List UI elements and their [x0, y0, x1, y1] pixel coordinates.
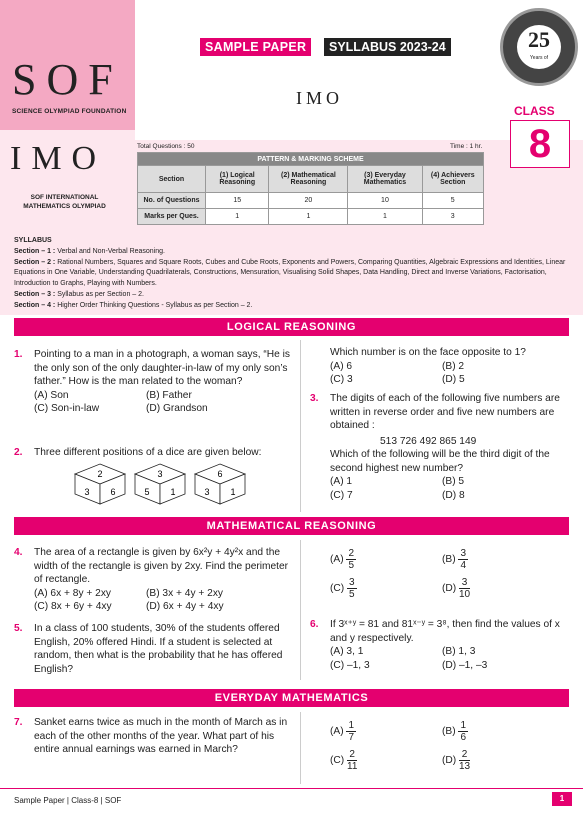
scheme-col: (1) Logical Reasoning	[206, 166, 269, 193]
footer-text: Sample Paper | Class-8 | SOF	[14, 796, 122, 805]
option-d[interactable]: (D) 8	[442, 489, 465, 501]
question-number: 5.	[14, 623, 23, 634]
option-a[interactable]: (A) Son	[34, 389, 69, 401]
section-label: Section – 2 :	[14, 258, 56, 266]
scheme-row-label: No. of Questions	[138, 193, 206, 209]
dice-face: 3	[157, 469, 163, 479]
dice-face: 2	[97, 469, 103, 479]
seal-sub: Years of	[529, 55, 549, 61]
denominator: 11	[347, 761, 358, 772]
denominator: 5	[349, 589, 355, 600]
option-b[interactable]: (B) 3x + 4y + 2xy	[146, 587, 224, 599]
section-text: Syllabus as per Section – 2.	[57, 290, 144, 298]
question-text: If 3ˣ⁺ʸ = 81 and 81ˣ⁻ʸ = 3⁸, then find the values of x and y respectively.	[330, 619, 560, 644]
numerator: 1	[460, 720, 466, 731]
column-divider	[300, 340, 301, 512]
option-c[interactable]	[330, 749, 442, 772]
options	[330, 475, 572, 502]
fraction	[347, 577, 357, 600]
scheme-cell: 1	[206, 209, 269, 225]
denominator: 5	[348, 560, 354, 571]
imo-logo-small: IMO	[296, 88, 343, 108]
option-c[interactable]	[330, 577, 442, 600]
question-number: 3.	[310, 393, 319, 404]
option-d[interactable]: (D) Grandson	[146, 403, 208, 414]
dice-3	[195, 464, 245, 504]
section-mathematical-reasoning: MATHEMATICAL REASONING	[14, 517, 569, 535]
dice-face: 6	[110, 487, 116, 497]
sample-paper-tag: SAMPLE PAPER	[200, 38, 311, 56]
numerator: 2	[347, 749, 357, 761]
question-text: The area of a rectangle is given by 6x²y + 4y²x and the width of the rectangle is given by 2xy. Find the perimeter of rectangle.	[34, 547, 289, 585]
syllabus-block	[14, 236, 574, 312]
option-label: (B)	[442, 554, 456, 566]
syllabus-year-tag: SYLLABUS 2023-24	[324, 38, 451, 56]
scheme-title: PATTERN & MARKING SCHEME	[138, 153, 484, 166]
dice-face: 5	[144, 487, 150, 497]
section-label: Section – 4 :	[14, 301, 56, 309]
dice-figure	[70, 462, 270, 506]
option-label: (C)	[330, 583, 345, 595]
scheme-col: (2) Mathematical Reasoning	[269, 166, 348, 193]
scheme-cell: 20	[269, 193, 348, 209]
fraction	[346, 720, 356, 743]
dice-face: 1	[230, 487, 236, 497]
question-4	[14, 546, 294, 614]
options	[330, 360, 570, 387]
option-a[interactable]: (A) 1	[330, 476, 353, 487]
option-a[interactable]: (A) 6x + 8y + 2xy	[34, 587, 112, 599]
scheme-cell: 5	[422, 193, 483, 209]
denominator: 7	[348, 732, 354, 743]
footer-line	[0, 788, 583, 789]
dice-face: 6	[217, 469, 223, 479]
column-divider	[300, 540, 301, 680]
question-number: 7.	[14, 717, 23, 728]
question-number: 2.	[14, 447, 23, 458]
option-a[interactable]: (A) 6	[330, 360, 353, 372]
option-label: (C)	[330, 755, 345, 767]
question-number: 6.	[310, 619, 319, 630]
class-label: CLASS	[514, 104, 555, 118]
column-divider	[300, 712, 301, 784]
question-3	[310, 392, 572, 502]
dice-2	[135, 464, 185, 504]
option-d[interactable]	[442, 749, 554, 772]
scheme-col-section: Section	[138, 166, 206, 193]
option-b[interactable]: (B) 5	[442, 476, 465, 487]
question-text: In a class of 100 students, 30% of the students offered English, 20% offered Hindi. If a student is selected at random, then what is the probability that he has offered English?	[34, 623, 283, 675]
imo-logo-caption: SOF INTERNATIONAL MATHEMATICS OLYMPIAD	[23, 194, 106, 210]
numerator: 1	[348, 720, 354, 731]
option-b[interactable]	[442, 720, 554, 743]
fraction	[459, 577, 470, 600]
scheme-cell: 1	[348, 209, 422, 225]
option-label: (B)	[442, 726, 456, 738]
question-5	[14, 622, 294, 676]
marking-scheme-table	[137, 152, 484, 225]
scheme-col: (4) Achievers Section	[422, 166, 483, 193]
numerator: 3	[459, 577, 470, 589]
section-text: Verbal and Non-Verbal Reasoning.	[57, 247, 165, 255]
question-text: Three different positions of a dice are given below:	[34, 447, 262, 458]
option-c[interactable]: (C) 7	[330, 489, 353, 501]
question-text: Which of the following will be the third digit of the second highest new number?	[330, 449, 550, 474]
scheme-cell: 15	[206, 193, 269, 209]
denominator: 4	[460, 560, 466, 571]
fraction	[458, 720, 468, 743]
option-a[interactable]	[330, 720, 442, 743]
option-label: (A)	[330, 554, 344, 566]
option-label: (D)	[442, 755, 457, 767]
question-7-options	[330, 720, 570, 772]
seal-inner	[517, 25, 561, 69]
option-a[interactable]: (A) 3, 1	[330, 646, 364, 657]
exam-time: Time : 1 hr.	[450, 143, 483, 150]
option-b[interactable]	[442, 548, 554, 571]
page-number: 1	[552, 792, 572, 806]
question-6	[310, 618, 572, 672]
question-text: The digits of each of the following five numbers are written in reverse order and five new numbers are obtained :	[330, 393, 560, 431]
option-label: (D)	[442, 583, 457, 595]
fraction	[346, 548, 356, 571]
question-number: 1.	[14, 349, 23, 360]
options	[34, 587, 294, 614]
fraction	[347, 749, 357, 772]
section-everyday-mathematics: EVERYDAY MATHEMATICS	[14, 689, 569, 707]
option-c[interactable]: (C) –1, 3	[330, 659, 370, 671]
numerator: 3	[349, 577, 355, 588]
number-list: 513 726 492 865 149	[380, 435, 477, 447]
question-1	[14, 348, 294, 416]
question-7	[14, 716, 294, 757]
scheme-cell: 10	[348, 193, 422, 209]
section-logical-reasoning: LOGICAL REASONING	[14, 318, 569, 336]
imo-logo-text: IMO	[10, 140, 107, 177]
options	[34, 389, 294, 416]
total-questions: Total Questions : 50	[137, 143, 195, 150]
denominator: 10	[459, 589, 471, 600]
sof-logo-caption: SCIENCE OLYMPIAD FOUNDATION	[12, 108, 127, 115]
scheme-col: (3) Everyday Mathematics	[348, 166, 422, 193]
option-c[interactable]: (C) 3	[330, 374, 353, 385]
option-c[interactable]: (C) 8x + 6y + 4xy	[34, 601, 112, 612]
section-label: Section – 3 :	[14, 290, 56, 298]
option-b[interactable]: (B) Father	[146, 389, 192, 401]
question-text: Which number is on the face opposite to 1?	[330, 347, 526, 358]
dice-1	[75, 464, 125, 504]
option-d[interactable]: (D) 5	[442, 374, 465, 385]
numerator: 3	[460, 548, 466, 559]
denominator: 6	[460, 732, 466, 743]
option-d[interactable]	[442, 577, 554, 600]
question-text: Pointing to a man in a photograph, a woman says, “He is the only son of the only daughter-in-law of my only son’s father.” How is the man related to the woman?	[34, 349, 290, 387]
options	[330, 645, 572, 672]
numerator: 2	[348, 548, 354, 559]
question-2-continued	[330, 346, 570, 387]
syllabus-heading: SYLLABUS	[14, 237, 52, 244]
sof-logo: SOF	[12, 55, 123, 104]
option-b[interactable]: (B) 2	[442, 360, 465, 372]
option-label: (A)	[330, 726, 344, 738]
imo-logo	[10, 140, 125, 190]
scheme-cell: 1	[269, 209, 348, 225]
fraction	[459, 749, 470, 772]
dice-face: 3	[84, 487, 90, 497]
option-b[interactable]: (B) 1, 3	[442, 646, 476, 657]
option-d[interactable]: (D) –1, –3	[442, 659, 488, 671]
celebration-seal	[500, 8, 578, 86]
dice-face: 3	[204, 487, 210, 497]
numerator: 2	[459, 749, 470, 761]
section-label: Section – 1 :	[14, 247, 56, 255]
option-c[interactable]: (C) Son-in-law	[34, 403, 100, 414]
option-d[interactable]: (D) 6x + 4y + 4xy	[146, 601, 224, 612]
dice-face: 1	[170, 487, 176, 497]
section-text: Rational Numbers, Squares and Square Roots, Cubes and Cube Roots, Exponents and Powers, Comparing Quantities, Algebraic Expressions and Identities, Linear Equations in One Variable, Understanding Quadrilaterals, Constructions, Mensuration, Visualising Solid Shapes, Data Handling, Direct and Inverse Variations, Factorisation, Introduction to Graphs, Playing with Numbers.	[14, 258, 566, 288]
option-a[interactable]	[330, 548, 442, 571]
seal-number: 25	[528, 27, 550, 52]
question-text: Sanket earns twice as much in the month of March as in each of the other months of the year. What part of his entire annual earnings was earned in March?	[34, 717, 288, 755]
section-text: Higher Order Thinking Questions - Syllabus as per Section – 2.	[57, 301, 253, 309]
question-number: 4.	[14, 547, 23, 558]
denominator: 13	[459, 761, 471, 772]
class-number: 8	[510, 120, 570, 168]
question-2	[14, 446, 294, 460]
question-4-fraction-options	[330, 548, 570, 600]
fraction	[458, 548, 468, 571]
scheme-row-label: Marks per Ques.	[138, 209, 206, 225]
scheme-cell: 3	[422, 209, 483, 225]
